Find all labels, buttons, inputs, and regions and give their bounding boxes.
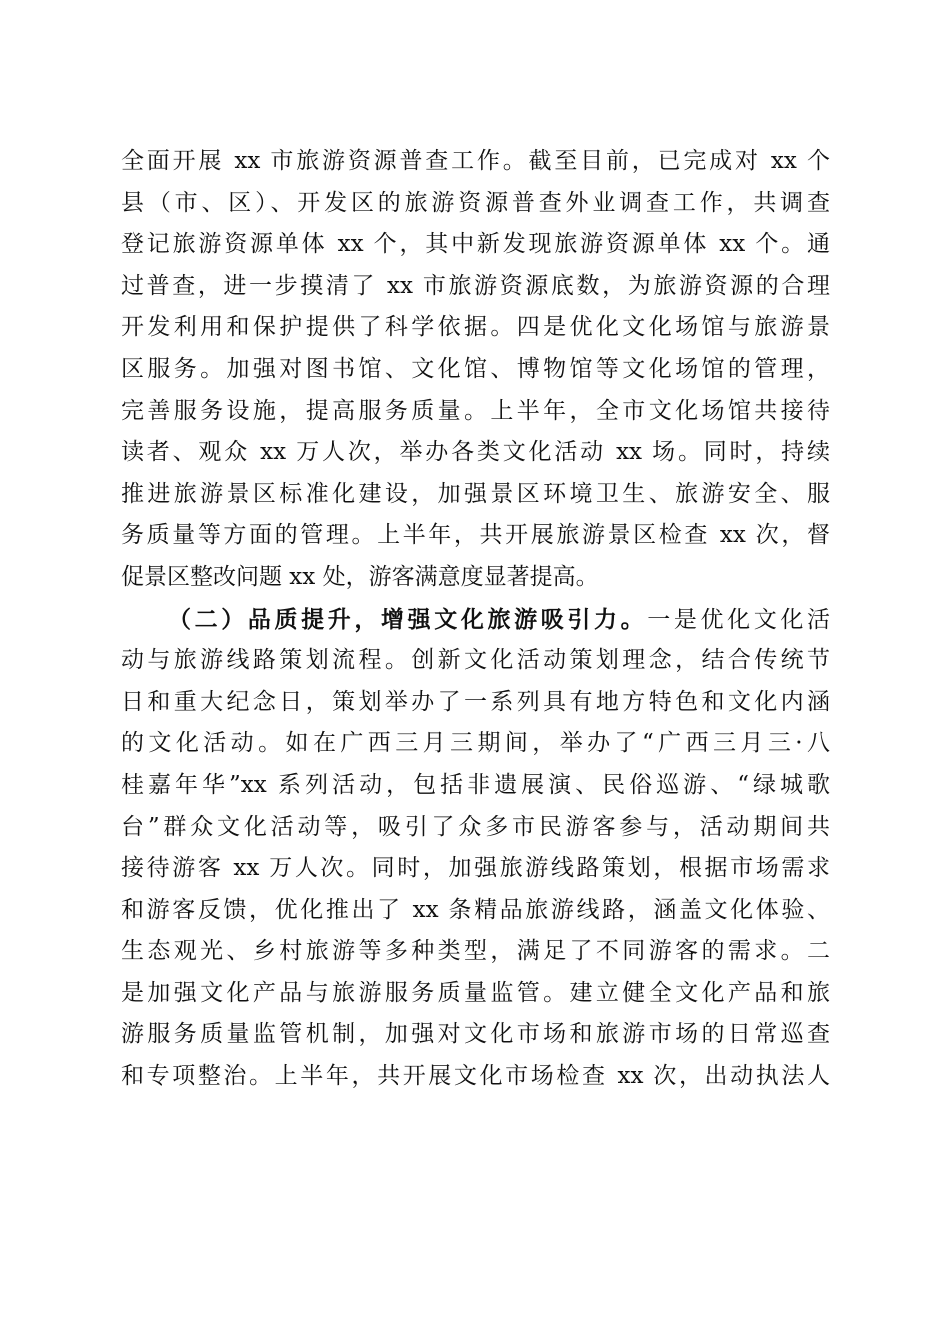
paragraph-line: 县（市、区）、开发区的旅游资源普查外业调查工作，共调查 bbox=[121, 189, 830, 216]
paragraph-line: 和游客反馈，优化推出了 xx 条精品旅游线路，涵盖文化体验、 bbox=[121, 896, 830, 923]
paragraph-line: 促景区整改问题 xx 处，游客满意度显著提高。 bbox=[121, 563, 599, 590]
paragraph-line: 生态观光、乡村旅游等多种类型，满足了不同游客的需求。二 bbox=[121, 938, 830, 965]
body-text bbox=[121, 141, 830, 1098]
paragraph-line: 登记旅游资源单体 xx 个，其中新发现旅游资源单体 xx 个。通 bbox=[121, 231, 830, 258]
paragraph-line: 推进旅游景区标准化建设，加强景区环境卫生、旅游安全、服 bbox=[121, 480, 830, 507]
paragraph-line: 台”群众文化活动等，吸引了众多市民游客参与，活动期间共 bbox=[121, 813, 830, 840]
section-heading-line bbox=[121, 599, 830, 641]
paragraph-line: 开发利用和保护提供了科学依据。四是优化文化场馆与旅游景 bbox=[121, 314, 830, 341]
paragraph-line: 读者、观众 xx 万人次，举办各类文化活动 xx 场。同时，持续 bbox=[121, 439, 830, 466]
paragraph-line: 全面开展 xx 市旅游资源普查工作。截至目前，已完成对 xx 个 bbox=[121, 148, 830, 174]
paragraph-line: 接待游客 xx 万人次。同时，加强旅游线路策划，根据市场需求 bbox=[121, 855, 830, 882]
paragraph-line: 游服务质量监管机制，加强对文化市场和旅游市场的日常巡查 bbox=[121, 1021, 830, 1048]
paragraph-line: 动与旅游线路策划流程。创新文化活动策划理念，结合传统节 bbox=[121, 647, 830, 674]
paragraph-line: 桂嘉年华”xx 系列活动，包括非遗展演、民俗巡游、“绿城歌 bbox=[121, 771, 830, 798]
paragraph-line: 是加强文化产品与旅游服务质量监管。建立健全文化产品和旅 bbox=[121, 979, 830, 1006]
section-heading: （二）品质提升，增强文化旅游吸引力。 bbox=[168, 605, 648, 633]
section-heading-rest: 一是优化文化活 bbox=[647, 606, 830, 633]
paragraph-line: 和专项整治。上半年，共开展文化市场检查 xx 次，出动执法人 bbox=[121, 1063, 830, 1090]
paragraph-line: 务质量等方面的管理。上半年，共开展旅游景区检查 xx 次，督 bbox=[121, 522, 830, 549]
paragraph-line: 日和重大纪念日，策划举办了一系列具有地方特色和文化内涵 bbox=[121, 688, 830, 715]
paragraph-line: 过普查，进一步摸清了 xx 市旅游资源底数，为旅游资源的合理 bbox=[121, 272, 830, 299]
paragraph-line: 区服务。加强对图书馆、文化馆、博物馆等文化场馆的管理， bbox=[121, 355, 830, 382]
paragraph-line: 的文化活动。如在广西三月三期间，举办了“广西三月三·八 bbox=[121, 730, 830, 757]
paragraph-line: 完善服务设施，提高服务质量。上半年，全市文化场馆共接待 bbox=[121, 397, 830, 424]
